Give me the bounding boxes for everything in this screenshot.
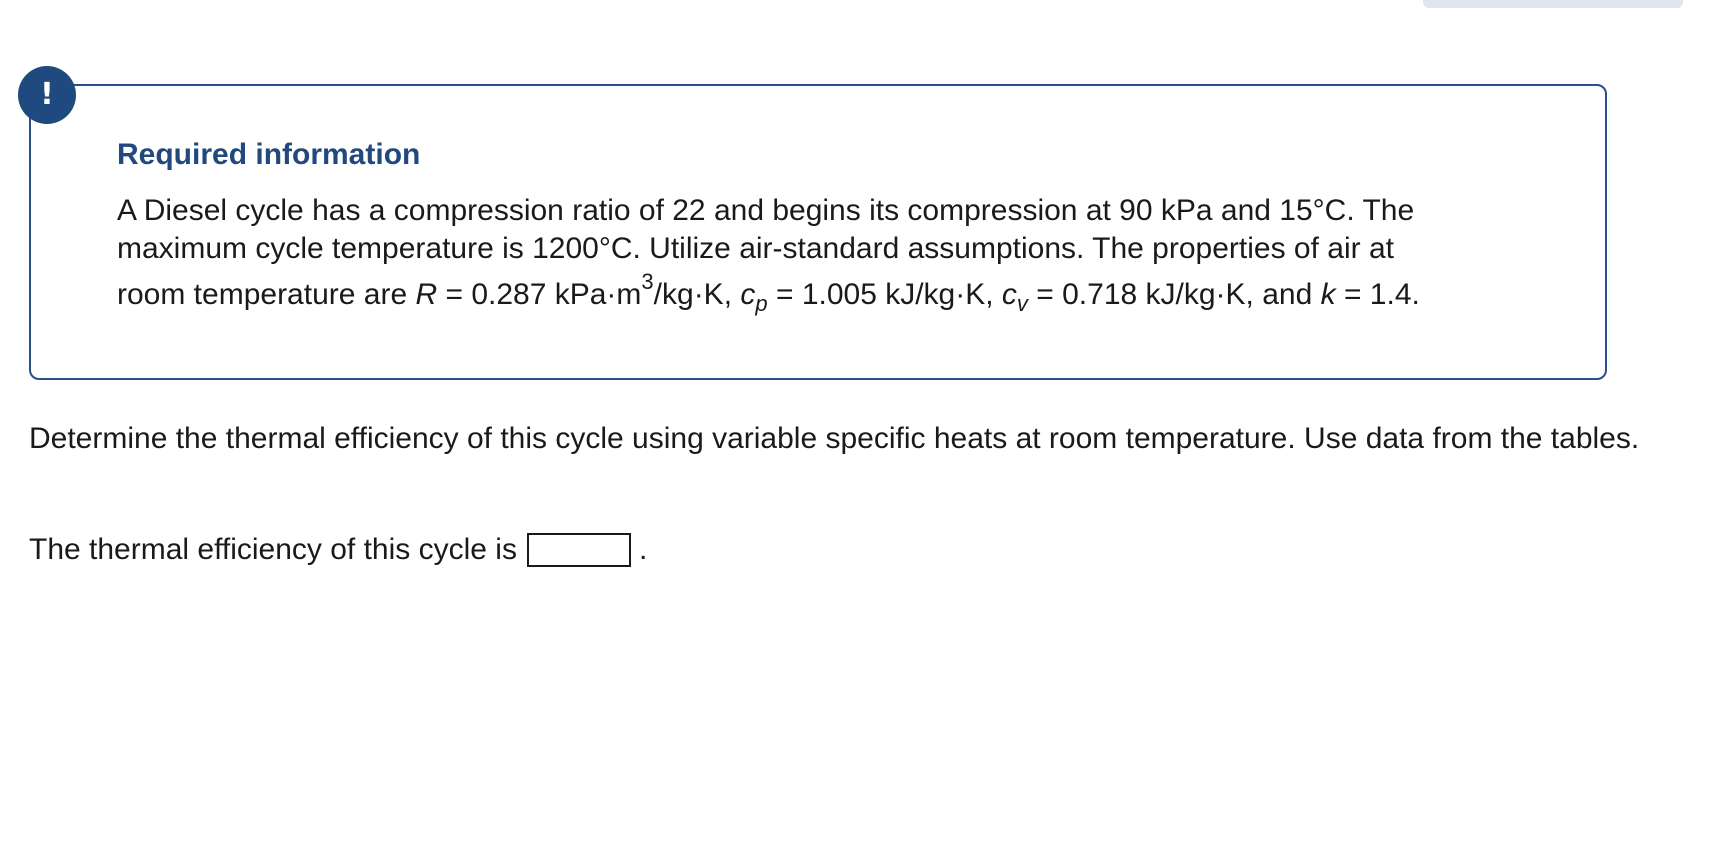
info-line-1: A Diesel cycle has a compression ratio of 22 and begins its compression at 90 kPa and 15°C. The xyxy=(117,194,1415,227)
cp-subscript: p xyxy=(755,291,768,316)
cp-value: = 1.005 kJ/kg·K, xyxy=(767,278,1002,311)
info-line-2: maximum cycle temperature is 1200°C. Utilize air-standard assumptions. The properties of air at xyxy=(117,232,1394,265)
required-information-box xyxy=(29,84,1607,380)
info-line-3 xyxy=(117,269,1547,316)
exclamation-icon: ! xyxy=(18,66,76,124)
required-information-title: Required information xyxy=(117,138,421,171)
answer-suffix: . xyxy=(638,533,648,566)
cv-subscript: v xyxy=(1016,291,1028,316)
thermal-efficiency-input[interactable] xyxy=(527,533,631,567)
answer-row xyxy=(29,530,647,570)
top-tab[interactable] xyxy=(1423,0,1683,8)
r-exponent: 3 xyxy=(641,269,654,294)
r-value: = 0.287 kPa·m xyxy=(437,278,642,311)
info-line-3-prefix: room temperature are xyxy=(117,278,416,311)
question-text: Determine the thermal efficiency of this cycle using variable specific heats at room temperature. Use data from the tables. xyxy=(29,422,1640,455)
k-value: = 1.4. xyxy=(1335,278,1420,311)
cv-value: = 0.718 kJ/kg·K, and xyxy=(1027,278,1321,311)
cv-symbol: c xyxy=(1001,278,1017,311)
k-symbol: k xyxy=(1320,278,1336,311)
r-unit: /kg·K, xyxy=(653,278,741,311)
required-information-text xyxy=(117,192,1547,314)
r-symbol: R xyxy=(415,278,438,311)
cp-symbol: c xyxy=(740,278,756,311)
answer-prefix: The thermal efficiency of this cycle is xyxy=(29,533,517,566)
